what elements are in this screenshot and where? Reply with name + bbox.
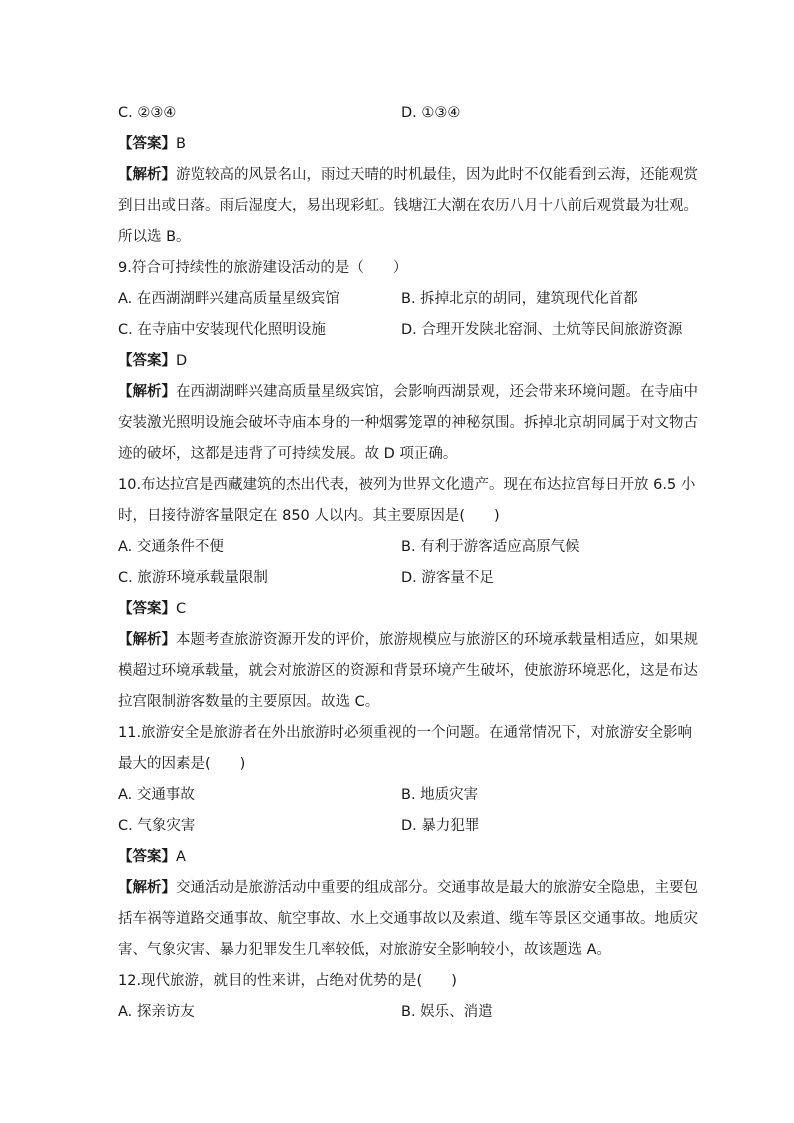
q10-analysis-line-2: 模超过环境承载量，就会对旅游区的资源和背景环境产生破坏，使旅游环境恶化，这是布达 [118, 663, 698, 679]
analysis-tag: 【解析】 [118, 384, 176, 400]
q9-analysis-line-3: 迹的破坏，这都是违背了可持续发展。故 D 项正确。 [118, 446, 458, 462]
q11-question-line-2: 最大的因素是( ) [118, 756, 246, 772]
document-page [118, 98, 698, 1028]
q11-answer [118, 842, 678, 873]
analysis-tag: 【解析】 [118, 632, 176, 648]
q11-options-row-2 [118, 811, 678, 842]
q8-answer [118, 129, 678, 160]
q11-option-b: B. 地质灾害 [401, 787, 479, 803]
q9-analysis-line-1 [118, 377, 698, 408]
q10-options-row-1 [118, 532, 678, 563]
q12-question: 12.现代旅游，就目的性来讲，占绝对优势的是( ) [118, 973, 457, 989]
q10-options-row-2 [118, 563, 678, 594]
q12-option-b: B. 娱乐、消遣 [401, 1004, 493, 1020]
q10-analysis-line-3: 拉宫限制游客数量的主要原因。故选 C。 [118, 694, 380, 710]
analysis-text: 在西湖湖畔兴建高质量星级宾馆，会影响西湖景观，还会带来环境问题。在寺庙中 [176, 384, 698, 400]
q8-options-row [118, 98, 678, 129]
q8-analysis-line-3: 所以选 B。 [118, 229, 191, 245]
analysis-text: 游览较高的风景名山，雨过天晴的时机最佳，因为此时不仅能看到云海，还能观赏 [176, 167, 698, 183]
answer-value: C [176, 601, 187, 617]
q10-question-line-1: 10.布达拉宫是西藏建筑的杰出代表，被列为世界文化遗产。现在布达拉宫每日开放 6.5 小 [118, 477, 696, 493]
q11-analysis-line-2: 括车祸等道路交通事故、航空事故、水上交通事故以及索道、缆车等景区交通事故。地质灾 [118, 911, 698, 927]
answer-value: D [176, 353, 188, 369]
q10-question-line-2: 时，日接待游客量限定在 850 人以内。其主要原因是( ) [118, 508, 500, 524]
analysis-tag: 【解析】 [118, 880, 176, 896]
q9-option-b: B. 拆掉北京的胡同，建筑现代化首都 [401, 291, 638, 307]
q10-option-d: D. 游客量不足 [401, 570, 494, 586]
q10-option-b: B. 有利于游客适应高原气候 [401, 539, 580, 555]
analysis-text: 交通活动是旅游活动中重要的组成部分。交通事故是最大的旅游安全隐患，主要包 [176, 880, 698, 896]
q11-option-c: C. 气象灾害 [118, 818, 196, 834]
analysis-text: 本题考查旅游资源开发的评价，旅游规模应与旅游区的环境承载量相适应，如果规 [176, 632, 698, 648]
q9-answer [118, 346, 678, 377]
q8-analysis-line-1 [118, 160, 698, 191]
q11-question-line-1: 11.旅游安全是旅游者在外出旅游时必须重视的一个问题。在通常情况下，对旅游安全影响 [118, 725, 693, 741]
q11-analysis-line-1 [118, 873, 698, 904]
q9-option-c: C. 在寺庙中安装现代化照明设施 [118, 322, 326, 338]
q10-analysis-line-1 [118, 625, 698, 656]
q10-option-c: C. 旅游环境承载量限制 [118, 570, 268, 586]
q11-option-a: A. 交通事故 [118, 787, 195, 803]
answer-tag: 【答案】 [118, 601, 176, 617]
q9-option-d: D. 合理开发陕北窑洞、土炕等民间旅游资源 [401, 322, 683, 338]
q11-options-row-1 [118, 780, 678, 811]
q12-option-a: A. 探亲访友 [118, 1004, 195, 1020]
answer-value: A [176, 849, 186, 865]
q12-options-row-1 [118, 997, 678, 1028]
q11-option-d: D. 暴力犯罪 [401, 818, 480, 834]
q9-option-a: A. 在西湖湖畔兴建高质量星级宾馆 [118, 291, 340, 307]
q10-answer [118, 594, 678, 625]
analysis-tag: 【解析】 [118, 167, 176, 183]
q9-question: 9.符合可持续性的旅游建设活动的是（ ） [118, 260, 408, 276]
q11-analysis-line-3: 害、气象灾害、暴力犯罪发生几率较低，对旅游安全影响较小，故该题选 A。 [118, 942, 612, 958]
q9-options-row-2 [118, 315, 683, 346]
answer-tag: 【答案】 [118, 849, 176, 865]
answer-tag: 【答案】 [118, 353, 176, 369]
answer-value: B [176, 136, 186, 152]
q8-option-d: D. ①③④ [401, 105, 461, 121]
q8-analysis-line-2: 到日出或日落。雨后湿度大，易出现彩虹。钱塘江大潮在农历八月十八前后观赏最为壮观。 [118, 198, 698, 214]
q8-option-c: C. ②③④ [118, 105, 177, 121]
q9-analysis-line-2: 安装激光照明设施会破坏寺庙本身的一种烟雾笼罩的神秘氛围。拆掉北京胡同属于对文物古 [118, 415, 698, 431]
q10-option-a: A. 交通条件不便 [118, 539, 224, 555]
answer-tag: 【答案】 [118, 136, 176, 152]
q9-options-row-1 [118, 284, 678, 315]
